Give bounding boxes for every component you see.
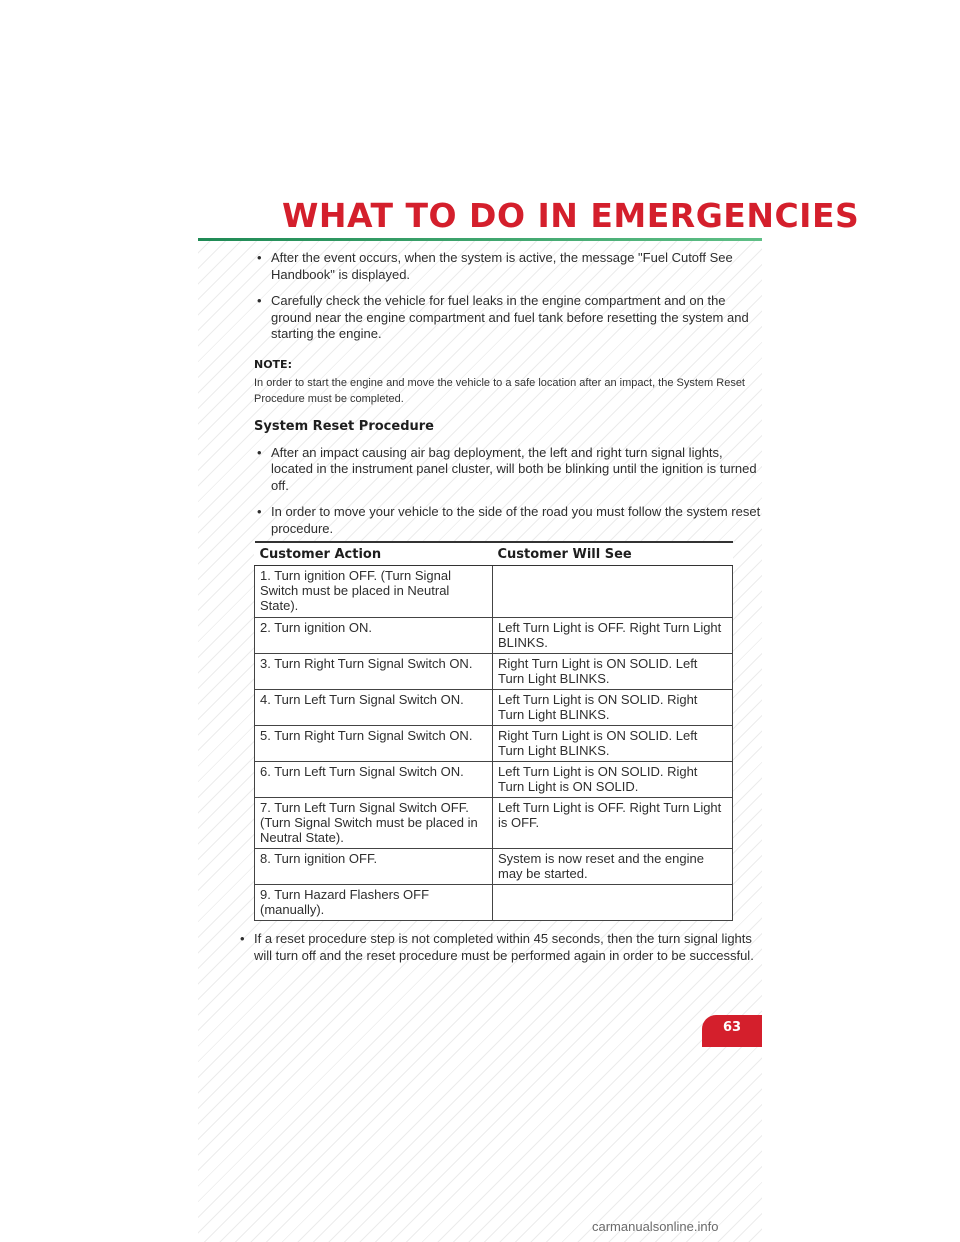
bullet-text: After the event occurs, when the system is active, the message "Fuel Cutoff See Handbook" is displayed. bbox=[271, 250, 733, 282]
action-cell: 6. Turn Left Turn Signal Switch ON. bbox=[255, 762, 493, 798]
title-divider bbox=[198, 238, 762, 241]
section-heading: System Reset Procedure bbox=[254, 419, 434, 434]
bullet-text: Carefully check the vehicle for fuel leaks in the engine compartment and on the ground near the engine compartment and fuel tank before resetting the system and starting the engine. bbox=[271, 293, 749, 341]
bullet-glyph: • bbox=[257, 444, 262, 460]
page-content bbox=[240, 250, 766, 974]
note-text: In order to start the engine and move the vehicle to a safe location after an impact, the System Reset Procedure must be completed. bbox=[254, 377, 745, 405]
table-row bbox=[255, 885, 733, 921]
column-header-result: Customer Will See bbox=[493, 542, 733, 566]
result-cell: Right Turn Light is ON SOLID. Left Turn Light BLINKS. bbox=[493, 654, 733, 690]
list-item bbox=[254, 504, 766, 537]
column-header-action: Customer Action bbox=[255, 542, 493, 566]
result-cell: Right Turn Light is ON SOLID. Left Turn Light BLINKS. bbox=[493, 726, 733, 762]
list-item bbox=[254, 250, 766, 283]
result-cell: Left Turn Light is OFF. Right Turn Light is OFF. bbox=[493, 798, 733, 849]
table-row bbox=[255, 566, 733, 618]
bullet-glyph: • bbox=[257, 250, 262, 265]
table-row bbox=[255, 690, 733, 726]
result-cell: Left Turn Light is ON SOLID. Right Turn Light BLINKS. bbox=[493, 690, 733, 726]
action-cell: 2. Turn ignition ON. bbox=[255, 618, 493, 654]
bullet-text: In order to move your vehicle to the side of the road you must follow the system reset procedure. bbox=[271, 504, 761, 536]
result-cell: System is now reset and the engine may be started. bbox=[493, 849, 733, 885]
action-cell: 1. Turn ignition OFF. (Turn Signal Switch must be placed in Neutral State). bbox=[255, 566, 493, 618]
action-cell: 3. Turn Right Turn Signal Switch ON. bbox=[255, 654, 493, 690]
reset-procedure-table bbox=[254, 541, 733, 921]
action-cell: 8. Turn ignition OFF. bbox=[255, 849, 493, 885]
bullet-text: After an impact causing air bag deployment, the left and right turn signal lights, located in the instrument panel cluster, will both be blinking until the ignition is turned off. bbox=[271, 444, 757, 493]
result-cell bbox=[493, 566, 733, 618]
page-number-tab bbox=[702, 1015, 762, 1047]
table-header-row bbox=[255, 542, 733, 566]
bullet-glyph: • bbox=[240, 931, 245, 946]
note-label: NOTE: bbox=[254, 357, 292, 371]
bullet-text: If a reset procedure step is not completed within 45 seconds, then the turn signal lights will turn off and the reset procedure must be performed again in order to be successful. bbox=[254, 931, 754, 963]
list-item bbox=[254, 445, 766, 495]
bullet-glyph: • bbox=[257, 293, 262, 308]
table-row bbox=[255, 654, 733, 690]
action-cell: 4. Turn Left Turn Signal Switch ON. bbox=[255, 690, 493, 726]
bullet-glyph: • bbox=[257, 504, 262, 519]
action-cell: 5. Turn Right Turn Signal Switch ON. bbox=[255, 726, 493, 762]
action-cell: 9. Turn Hazard Flashers OFF (manually). bbox=[255, 885, 493, 921]
table-row bbox=[255, 726, 733, 762]
page-number: 63 bbox=[722, 1020, 742, 1035]
page-title: WHAT TO DO IN EMERGENCIES bbox=[282, 196, 860, 235]
table-row bbox=[255, 849, 733, 885]
table-row bbox=[255, 798, 733, 849]
action-cell: 7. Turn Left Turn Signal Switch OFF. (Turn Signal Switch must be placed in Neutral State). bbox=[255, 798, 493, 849]
watermark-text: carmanualsonline.info bbox=[592, 1219, 719, 1234]
table-row bbox=[255, 762, 733, 798]
result-cell: Left Turn Light is OFF. Right Turn Light BLINKS. bbox=[493, 618, 733, 654]
table-row bbox=[255, 618, 733, 654]
result-cell bbox=[493, 885, 733, 921]
result-cell: Left Turn Light is ON SOLID. Right Turn Light is ON SOLID. bbox=[493, 762, 733, 798]
list-item bbox=[254, 293, 766, 343]
list-item bbox=[237, 931, 766, 964]
